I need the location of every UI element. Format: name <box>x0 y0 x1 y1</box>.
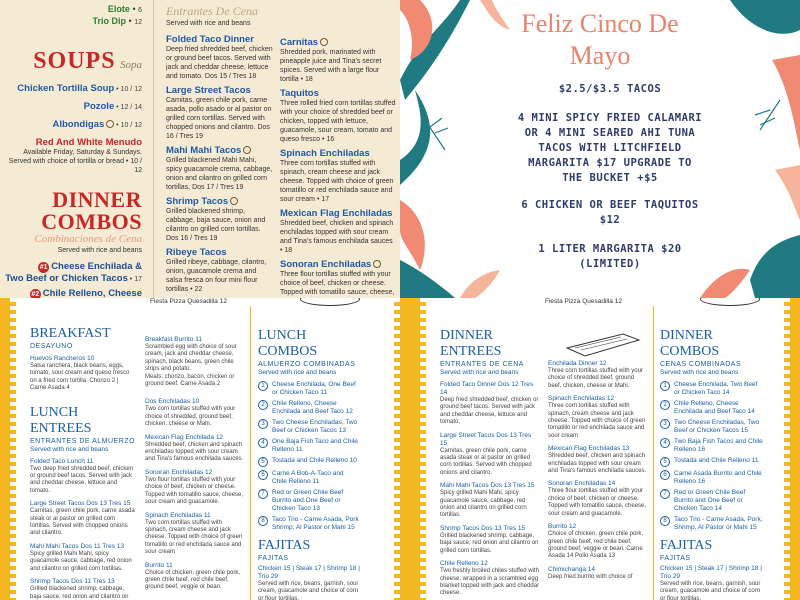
menu-page-dinner <box>410 298 800 600</box>
plate-drawing <box>300 298 360 306</box>
trio-dip-item: Trio Dip • 12 <box>92 16 142 26</box>
zigzag-border <box>394 298 410 600</box>
dinner-combos-heading: DINNER COMBOS Combinaciones de Cena Served with rice and beans <box>34 187 142 254</box>
combo-item: 6 Carne Asada Burrito and Chile Relleno 16 <box>660 470 764 486</box>
top-note: Fiesta Pizza Quesadilla 12 <box>150 298 227 305</box>
combo-item: 4 One Baja Fish Taco and Chile Relleno 11 <box>258 438 360 454</box>
menu-item: Large Street Tacos Dos 13 Tres 15 Carnitas, green chile pork, carne asada steak or al pastor on grilled corn tortillas. Served with chopped onions and cilantro. <box>30 500 135 537</box>
menu-item: Huevos Rancheros 10 Salsa ranchera, black beans, eggs, tomato, sour cream and queso fresco on a fried corn tortilla. Chorizo 2 | Carne Asada 4 <box>30 355 130 392</box>
spicy-icon <box>243 146 251 154</box>
menudo-note: Available Friday, Saturday & Sundays. <box>23 149 142 156</box>
top-note: Fiesta Pizza Quesadilla 12 <box>545 298 622 305</box>
combo-item: 7 Red or Green Chile Beef Burrito and One Beef or Chicken Taco 13 <box>258 489 360 513</box>
mid-item: Folded Taco Dinner Deep fried shredded beef, chicken or ground beef tacos. Served with jack and cheddar cheese, lettuce and tomato. Dos 15 / Tres 18 <box>166 34 273 80</box>
combo-item-line2: Two Beef or Chicken Tacos • 17 <box>5 273 142 284</box>
menu-item: Mahi Mahi Tacos Dos 11 Tres 13 Spicy grilled Mahi Mahi, spicy guacamole sauce, cabbage, red onion and cilantro on grilled corn tortillas. <box>30 542 132 572</box>
menu-item: Sonoran Enchiladas 12 Two flour tortillas stuffed with your choice of beef, chicken or cheese. Topped with tomatillo sauce, cheese, sour cream and guacamole. <box>145 468 244 506</box>
menu-item: Chile Relleno 12 Two freshly broiled chiles stuffed with cheese, wrapped in a scrambled egg blanket topped with jack and cheddar cheese. <box>440 560 540 597</box>
combo-item: 2 Chile Relleno, Cheese Enchilada and Beef Taco 12 <box>258 400 360 416</box>
combo-item: 1 Cheese Enchilada, Two Beef or Chicken Taco 14 <box>660 381 764 397</box>
mid-item: Ribeye Tacos Grilled ribeye, cabbage, cilantro, onion, guacamole crema and salsa fresca on four mini flour tortillas • 22 <box>166 247 267 293</box>
menu-item: Burrito 11 Choice of chicken, green chile pork, green chile beef, red chile beef, ground beef, veggie or bean. <box>145 561 241 591</box>
soup-item: Albondigas • 10 / 12 <box>52 119 142 130</box>
right-column <box>280 0 396 298</box>
combo-item: 6 Carne A Bob-A-Taco and Chile Relleno 11 <box>258 470 360 486</box>
middle-column: Entrantes De Cena Served with rice and beans Folded Taco Dinner Deep fried shredded beef, chicken or ground beef tacos. Served with jack and cheddar cheese, lettuce and tomato. Dos 15 / Tres 18 Large Street Tacos Carnitas, green chile pork, carne asada, pollo asado or al pastor on grilled corn tortillas. Served with chopped onions and cilantro. Dos 16 / Tres 19 Mahi Mahi Tacos Grilled blackened Mahi Mahi, spicy guacamole crema, cabbage, onion and cilantro on grilled corn tortillas. Dos 17 / Tres 19 Shrimp Tacos Grilled blackened shrimp, cabbage, baja sauce, onion and cilantro on grilled corn tortillas. Dos 16 / Tres 19 Ribeye Tacos Grilled ribeye, cabbage, cilantro, onion, guacamole crema and salsa fresca on four mini flour tortillas • 22 <box>166 4 273 293</box>
right-item: Spinach Enchiladas Three corn tortillas stuffed with spinach, cream cheese and jack cheese. Topped with choice of green tomatillo or red enchilada sauce and sour cream • 17 <box>280 148 394 203</box>
lunch-combos-column: LUNCH COMBOS ALMUERZO COMBINADAS Served with rice and beans 1 Cheese Enchilada, One Beef or Chicken Taco 11 2 Chile Relleno, Cheese Enchilada and Beef Taco 12 3 Two Cheese Enchiladas, Two Beef or Chicken Tacos 13 4 One Baja Fish Taco and Chile Relleno 11 5 Tostada and Chile Relleno 10 6 Carne A Bob-A-Taco and Chile Relleno 11 7 Red or Green Chile Beef Burrito and One Beef or Chicken Taco 13 8 Taco Trio - Carne Asada, Pork Shrimp, Al Pastor or Mahi 15 FAJITAS FAJITAS Chicken 15 | Steak 17 | Shrimp 18 | Trio 29 Served with rice, beans, garnish, sour cream, guacamole and choice of corn or flour tortillas. <box>258 328 360 600</box>
soup-list <box>0 83 142 175</box>
breakfast-lunch-column: BREAKFAST DESAYUNO Huevos Rancheros 10 Salsa ranchera, black beans, eggs, tomato, sour cream and queso fresco on a fried corn tortilla. Chorizo 2 | Carne Asada 4 LUNCH ENTREES ENTRANTES DE ALMUERZO Served with rice and beans Folded Taco Lunch 11 Two deep fried shredded beef, chicken or ground beef tacos. Served with jack and cheddar cheese, lettuce and tomato. Large Street Tacos Dos 13 Tres 15 Carnitas, green chile pork, carne asada steak or al pastor on grilled corn tortillas. Served with chopped onions and cilantro. Mahi Mahi Tacos Dos 11 Tres 13 Spicy grilled Mahi Mahi, spicy guacamole sauce, cabbage, red onion and cilantro on grilled corn tortillas. Shrimp Tacos Dos 11 Tres 13 Grilled blackened shrimp, cabbage, baja sauce, red onion and cilantro on <box>30 326 135 600</box>
menu-item: Shrimp Tacos Dos 13 Tres 15 Grilled blackened shrimp, cabbage, baja sauce, red onion and cilantro on grilled corn tortillas. <box>440 524 539 554</box>
menudo-name: Red And White Menudo <box>35 137 142 148</box>
cinco-de-mayo-flyer <box>400 0 800 298</box>
column-divider <box>153 0 154 298</box>
zigzag-border <box>0 298 16 600</box>
combo-item: 8 Taco Trio - Carne Asada, Pork Shrimp, Al Pastor or Mahi 15 <box>258 516 360 532</box>
menu-item: Spinach Enchiladas 12 Three corn tortillas stuffed with spinach, cream cheese and jack cheese. Topped with choice of green tomatillo or red enchilada sauce and sour cream <box>548 395 646 439</box>
combo-item: 4 Two Baja Fish Tacos and Chile Relleno 16 <box>660 438 764 454</box>
combo-item: 3 Two Cheese Enchiladas, Two Beef or Chicken Tacos 13 <box>258 419 360 435</box>
spicy-icon <box>373 260 381 268</box>
combo-item: 5 Tostada and Chile Relleno 10 <box>258 457 360 467</box>
mid-item: Large Street Tacos Carnitas, green chile pork, carne asada, pollo asado or al pastor on grilled corn tortillas. Served with chopped onions and cilantro. Dos 16 / Tres 19 <box>166 85 272 140</box>
menu-item: Mexican Flag Enchilada 12 Shredded beef, chicken and spinach enchiladas topped with sour cream and Tina's famous enchilada sauces. <box>145 433 244 463</box>
combo-item: 1 Cheese Enchilada, One Beef or Chicken Taco 11 <box>258 381 360 397</box>
combo-item: 7 Red or Green Chile Beef Burrito and One Beef or Chicken Taco 14 <box>660 489 764 513</box>
plate-drawing <box>700 298 760 306</box>
combo-item: 3 Two Cheese Enchiladas, Two Beef or Chicken Tacos 15 <box>660 419 764 435</box>
flyer-specials: $2.5/$3.5 TACOS 4 MINI SPICY FRIED CALAMARI OR 4 MINI SEARED AHI TUNA TACOS WITH LITCHFIELD MARGARITA $17 UPGRADE TO THE BUCKET +$5 6 CHICKEN OR BEEF TAQUITOS $12 1 LITER MARGARITA $20 (LIMITED) <box>517 83 703 270</box>
spicy-icon <box>320 38 328 46</box>
combo-item: #1 Cheese Enchilada & <box>39 261 142 272</box>
right-item: Carnitas Shredded pork, marinated with pineapple juice and Tina's secret spices. Served with a large flour tortilla • 18 <box>280 37 382 83</box>
column-rule <box>250 306 251 600</box>
dinner-enchiladas-column <box>548 330 648 600</box>
menu-item: Mexican Flag Enchiladas 13 Shredded beef, chicken and spinach enchiladas topped with sour cream and Tina's famous enchilada sauces. <box>548 445 647 475</box>
enchiladas-column <box>145 336 245 600</box>
menudo-note-2: Served with choice of tortilla or bread • 10 / 12 <box>8 158 142 174</box>
spicy-icon <box>230 197 238 205</box>
right-item: Mexican Flag Enchiladas Shredded beef, chicken and spinach enchiladas topped with sour cream and Tina's famous enchilada sauces • 18 <box>280 208 394 254</box>
menu-item: Dos Enchiladas 10 Two corn tortillas stuffed with your choice of shredded, ground beef, chicken, cheese or Mahi. <box>145 398 236 428</box>
menu-photo-soups-combos <box>0 0 400 298</box>
menu-item: Sonoran Enchiladas 14 Three flour tortillas stuffed with your choice of beef, chicken or cheese. Topped with tomatillo sauce, cheese, sour cream and guacamole. <box>548 480 647 517</box>
menu-item: Chimichanga 14 Deep fried burrito with choice of <box>548 565 633 580</box>
menu-item: Mahi Mahi Tacos Dos 13 Tres 15 Spicy grilled Mahi Mahi, spicy guacamole sauce, cabbage, red onion and cilantro on grilled corn tortillas. <box>440 482 535 519</box>
soup-item: Chicken Tortilla Soup • 10 / 12 <box>17 83 142 94</box>
left-column <box>0 0 150 298</box>
mid-item: Mahi Mahi Tacos Grilled blackened Mahi Mahi, spicy guacamole crema, cabbage, onion and cilantro on grilled corn tortillas. Dos 17 / Tres 19 <box>166 145 273 191</box>
menu-item: Shrimp Tacos Dos 11 Tres 13 Grilled blackened shrimp, cabbage, baja sauce, red onion and cilantro on <box>30 578 129 600</box>
burrito-illustration <box>563 330 643 358</box>
menu-page-lunch <box>0 298 410 600</box>
dinner-combos-column: DINNER COMBOS CENAS COMBINADAS Served with rice and beans 1 Cheese Enchilada, Two Beef or Chicken Taco 14 2 Chile Relleno, Cheese Enchilada and Beef Taco 14 3 Two Cheese Enchiladas, Two Beef or Chicken Tacos 15 4 Two Baja Fish Tacos and Chile Relleno 16 5 Tostada and Chile Relleno 11 6 Carne Asada Burrito and Chile Relleno 16 7 Red or Green Chile Beef Burrito and One Beef or Chicken Taco 14 8 Taco Trio - Carne Asada, Pork, Shrimp, Al Pastor or Mahi 15 FAJITAS FAJITAS Chicken 15 | Steak 17 | Shrimp 18 | Trio 29 Served with rice, beans, garnish, sour cream, guacamole and choice of corn or flour tortillas. <box>660 328 763 600</box>
menu-item: Large Street Tacos Dos 13 Tres 15 Carnitas, green chile pork, carne asada steak or al pastor on grilled corn tortillas. Served with chopped onions and cilantro. <box>440 431 532 476</box>
zigzag-border <box>784 298 800 600</box>
menu-item: Folded Taco Lunch 11 Two deep fried shredded beef, chicken or ground beef tacos. Served with jack and cheddar cheese, lettuce and tomato. <box>30 457 134 494</box>
menu-item: Breakfast Burrito 11 Scrambled egg with choice of sour cream, jack and cheddar cheese, spinach, black beans, green chile strips and potato. Meats: chorizo, bacon, chicken or ground beef. Carne Asada 2 <box>145 336 237 388</box>
soups-heading: SOUPS Sopa <box>33 48 142 74</box>
dinner-entrees-column: DINNER ENTREES ENTRANTES DE CENA Served with rice and beans Folded Taco Dinner Dos 12 Tres 14 Deep fried shredded beef, chicken or ground beef tacos. Served with jack and cheddar cheese, lettuce and tomato. Large Street Tacos Dos 13 Tres 15 Carnitas, green chile pork, carne asada steak or al pastor on grilled corn tortillas. Served with chopped onions and cilantro. Mahi Mahi Tacos Dos 13 Tres 15 Spicy grilled Mahi Mahi, spicy guacamole sauce, cabbage, red onion and cilantro on grilled corn tortillas. Shrimp Tacos Dos 13 Tres 15 Grilled blackened shrimp, cabbage, baja sauce, red onion and cilantro on grilled corn tortillas. Chile Relleno 12 Two freshly broiled chiles stuffed with cheese, wrapped in a scrambled egg blanket topped with jack and cheddar cheese. <box>440 328 540 597</box>
combo-list <box>0 261 142 298</box>
combo-item: 2 Chile Relleno, Cheese Enchilada and Beef Taco 14 <box>660 400 764 416</box>
right-item: Sonoran Enchiladas Three flour tortillas stuffed with your choice of beef, chicken or cheese. Topped with tomatillo sauce, cheese, <box>280 259 395 296</box>
menu-item: Spinach Enchiladas 11 Two corn tortillas stuffed with spinach, cream cheese and jack cheese. Topped with choice of green tomatillo or red enchilada sauce and sour cream <box>145 511 243 556</box>
menu-item: Folded Taco Dinner Dos 12 Tres 14 Deep fried shredded beef, chicken or ground beef tacos. Served with jack and cheddar cheese, lettuce and tomato. <box>440 381 539 426</box>
mid-item: Shrimp Tacos Grilled blackened shrimp, cabbage, baja sauce, onion and cilantro on grilled corn tortillas. Dos 16 / Tres 19 <box>166 196 266 242</box>
elote-item: Elote • 6 <box>107 4 142 14</box>
zigzag-border <box>410 298 426 600</box>
flyer-title: Feliz Cinco De Mayo <box>521 9 679 70</box>
menu-item: Enchilada Dinner 12 Three corn tortillas stuffed with your choice of shredded beef, ground beef, chicken, cheese or Mahi. <box>548 360 643 389</box>
right-item: Taquitos Three rolled fried corn tortillas stuffed with your choice of shredded beef or chicken, topped with lettuce, guacamole, sour cream, tomato and queso fresco • 16 <box>280 88 396 143</box>
soup-item: Pozole • 12 / 14 <box>83 101 142 112</box>
combo-item: 8 Taco Trio - Carne Asada, Pork, Shrimp, Al Pastor or Mahi 15 <box>660 516 764 532</box>
combo-item: #2 Chile Relleno, Cheese <box>31 288 142 298</box>
combo-item: 5 Tostada and Chile Relleno 11 <box>660 457 764 467</box>
menu-item: Burrito 12 Choice of chicken, green chile pork, green chile beef, red chile beef, ground beef, veggie or bean. Carne Asada 14 Pollo Asada 13 <box>548 523 644 560</box>
column-rule <box>653 306 654 600</box>
entrantes-heading: Entrantes De Cena <box>166 4 258 18</box>
